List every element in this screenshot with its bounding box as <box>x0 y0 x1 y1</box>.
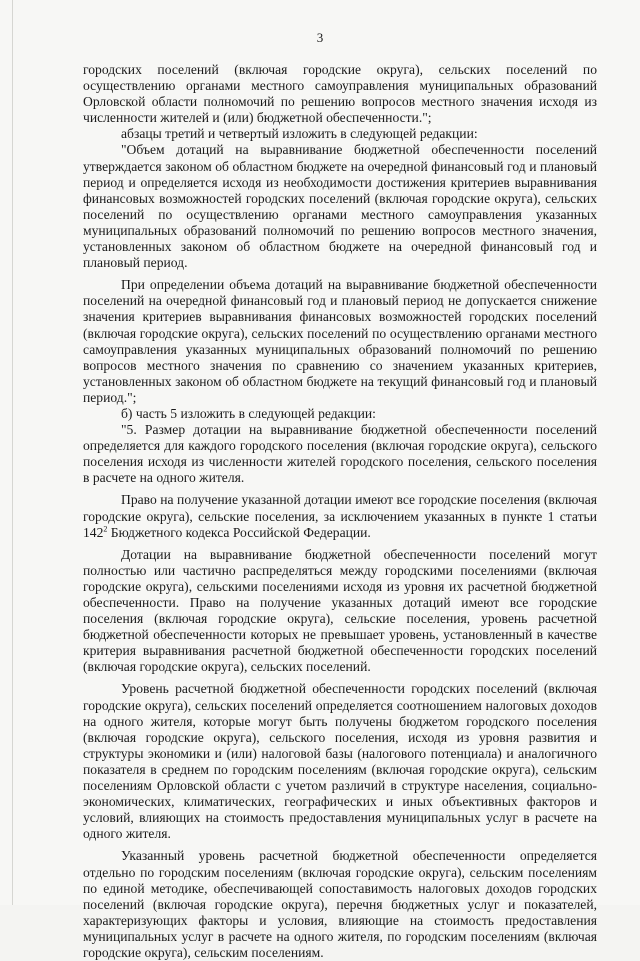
page-number: 3 <box>316 30 324 45</box>
paragraph-8: Дотации на выравнивание бюджетной обеспеченности поселений могут полностью или частично распределяться между городскими поселениями (включая городские округа), сельскими поселениями исходя из уровня их расчетной бюджетной обеспеченности. Право на получение указанных дотаций имеют все городские поселения (включая городские округа), сельские поселения, уровень расчетной бюджетной обеспеченности которых не превышает уровень, установленный в качестве критерия выравнивания расчетной бюджетной обеспеченности городских поселений (включая городские округа), сельских поселений. <box>83 546 597 675</box>
paragraph-3: "Объем дотаций на выравнивание бюджетной обеспеченности поселений утверждается законом об областном бюджете на очередной финансовый год и плановый период и определяется исходя из необходимости достижения критериев выравнивания финансовых возможностей городских поселений (включая городские округа), сельских поселений по осуществлению органами местного самоуправления указанных муниципальных образований полномочий по решению вопросов местного значения, установленных законом об областном бюджете на очередной финансовый год и плановый период. <box>83 142 597 271</box>
paragraph-7-text: Право на получение указанной дотации имеют все городские поселения (включая городские округа), сельские поселения, за исключением указанных в пункте 1 статьи 142 <box>83 492 597 540</box>
article-superscript: 2 <box>103 524 108 534</box>
paragraph-1: городских поселений (включая городские округа), сельских поселений по осуществлению органами местного самоуправления муниципальных образований Орловской области полномочий по решению вопросов местного значения исходя из численности жителей и (или) бюджетной обеспеченности."; <box>83 62 597 126</box>
paragraph-7 <box>83 492 597 540</box>
paragraph-7-tail: Бюджетного кодекса Российской Федерации. <box>107 524 371 540</box>
document-body <box>83 62 597 961</box>
paragraph-5: б) часть 5 изложить в следующей редакции: <box>121 405 376 421</box>
paragraph-2: абзацы третий и четвертый изложить в следующей редакции: <box>121 126 478 142</box>
scan-edge-line <box>12 0 13 905</box>
paragraph-4: При определении объема дотаций на выравнивание бюджетной обеспеченности поселений на очередной финансовый год и плановый период не допускается снижение значения критериев выравнивания финансовых возможностей городских поселений (включая городские округа), сельских поселений по осуществлению органами местного самоуправления указанных муниципальных образований полномочий по решению вопросов местного значения по сравнению со значением указанных критериев, установленных законом об областном бюджете на текущий финансовый год и плановый период."; <box>83 277 597 405</box>
paragraph-6: "5. Размер дотации на выравнивание бюджетной обеспеченности поселений определяется для каждого городского поселения (включая городские округа), сельского поселения исходя из численности жителей городского поселения, сельского поселения в расчете на одного жителя. <box>83 422 597 486</box>
paragraph-9: Уровень расчетной бюджетной обеспеченности городских поселений (включая городские округа), сельских поселений определяется соотношением налоговых доходов на одного жителя, которые могут быть получены бюджетом городского поселения (включая городские округа), сельского поселения, исходя из уровня развития и структуры экономики и (или) налоговой базы (налогового потенциала) и аналогичного показателя в среднем по городским поселениям (включая городские округа), сельским поселениям Орловской области с учетом различий в структуре населения, социально-экономических, климатических, географических и иных объективных факторов и условий, влияющих на стоимость предоставления муниципальных услуг в расчете на одного жителя. <box>83 681 597 842</box>
paragraph-10: Указанный уровень расчетной бюджетной обеспеченности определяется отдельно по городским поселениям (включая городские округа), сельским поселениям по единой методике, обеспечивающей сопоставимость налоговых доходов городских поселений (включая городские округа), перечня бюджетных услуг и показателей, характеризующих факторы и условия, влияющие на стоимость предоставления муниципальных услуг в расчете на одного жителя, по городским поселениям (включая городские округа), сельским поселениям. <box>83 848 597 960</box>
